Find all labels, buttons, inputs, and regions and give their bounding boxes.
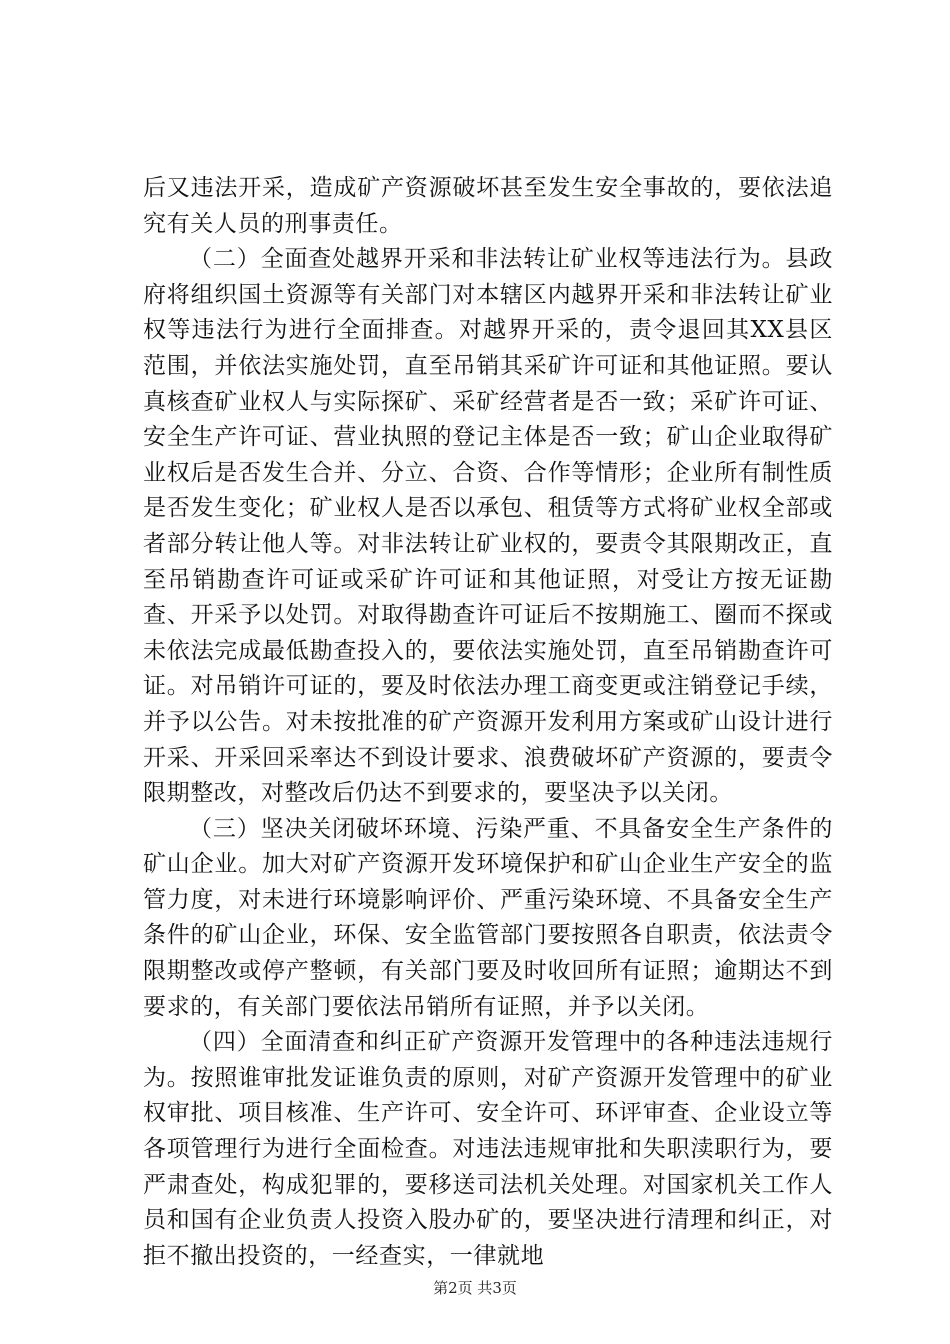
page-footer: 第2页 共3页 <box>433 1279 517 1297</box>
paragraph-section-3: （三）坚决关闭破坏环境、污染严重、不具备安全生产条件的矿山企业。加大对矿产资源开发环境保护和矿山企业生产安全的监管力度，对未进行环境影响评价、严重污染环境、不具备安全生产条件的矿山企业，环保、安全监管部门要按照各自职责，依法责令限期整改或停产整顿，有关部门要及时收回所有证照；逾期达不到要求的，有关部门要依法吊销所有证照，并予以关闭。 <box>143 815 833 1020</box>
paragraph-section-4: （四）全面清查和纠正矿产资源开发管理中的各种违法违规行为。按照谁审批发证谁负责的原则，对矿产资源开发管理中的矿业权审批、项目核准、生产许可、安全许可、环评审查、企业设立等各项管理行为进行全面检查。对违法违规审批和失职渎职行为，要严肃查处，构成犯罪的，要移送司法机关处理。对国家机关工作人员和国有企业负责人投资入股办矿的，要坚决进行清理和纠正，对拒不撤出投资的，一经查实，一律就地 <box>143 1029 833 1269</box>
paragraph-section-2: （二）全面查处越界开采和非法转让矿业权等违法行为。县政府将组织国土资源等有关部门对本辖区内越界开采和非法转让矿业权等违法行为进行全面排查。对越界开采的，责令退回其XX县区范围，并依法实施处罚，直至吊销其采矿许可证和其他证照。要认真核查矿业权人与实际探矿、采矿经营者是否一致；采矿许可证、安全生产许可证、营业执照的登记主体是否一致；矿山企业取得矿业权后是否发生合并、分立、合资、合作等情形；企业所有制性质是否发生变化；矿业权人是否以承包、租赁等方式将矿业权全部或者部分转让他人等。对非法转让矿业权的，要责令其限期改正，直至吊销勘查许可证或采矿许可证和其他证照，对受让方按无证勘查、开采予以处罚。对取得勘查许可证后不按期施工、圈而不探或未依法完成最低勘查投入的，要依法实施处罚，直至吊销勘查许可证。对吊销许可证的，要及时依法办理工商变更或注销登记手续，并予以公告。对未按批准的矿产资源开发利用方案或矿山设计进行开采、开采回采率达不到设计要求、浪费破坏矿产资源的，要责令限期整改，对整改后仍达不到要求的，要坚决予以关闭。 <box>143 246 833 807</box>
document-body <box>143 171 833 1274</box>
paragraph-continuation: 后又违法开采，造成矿产资源破坏甚至发生安全事故的，要依法追究有关人员的刑事责任。 <box>143 175 833 237</box>
